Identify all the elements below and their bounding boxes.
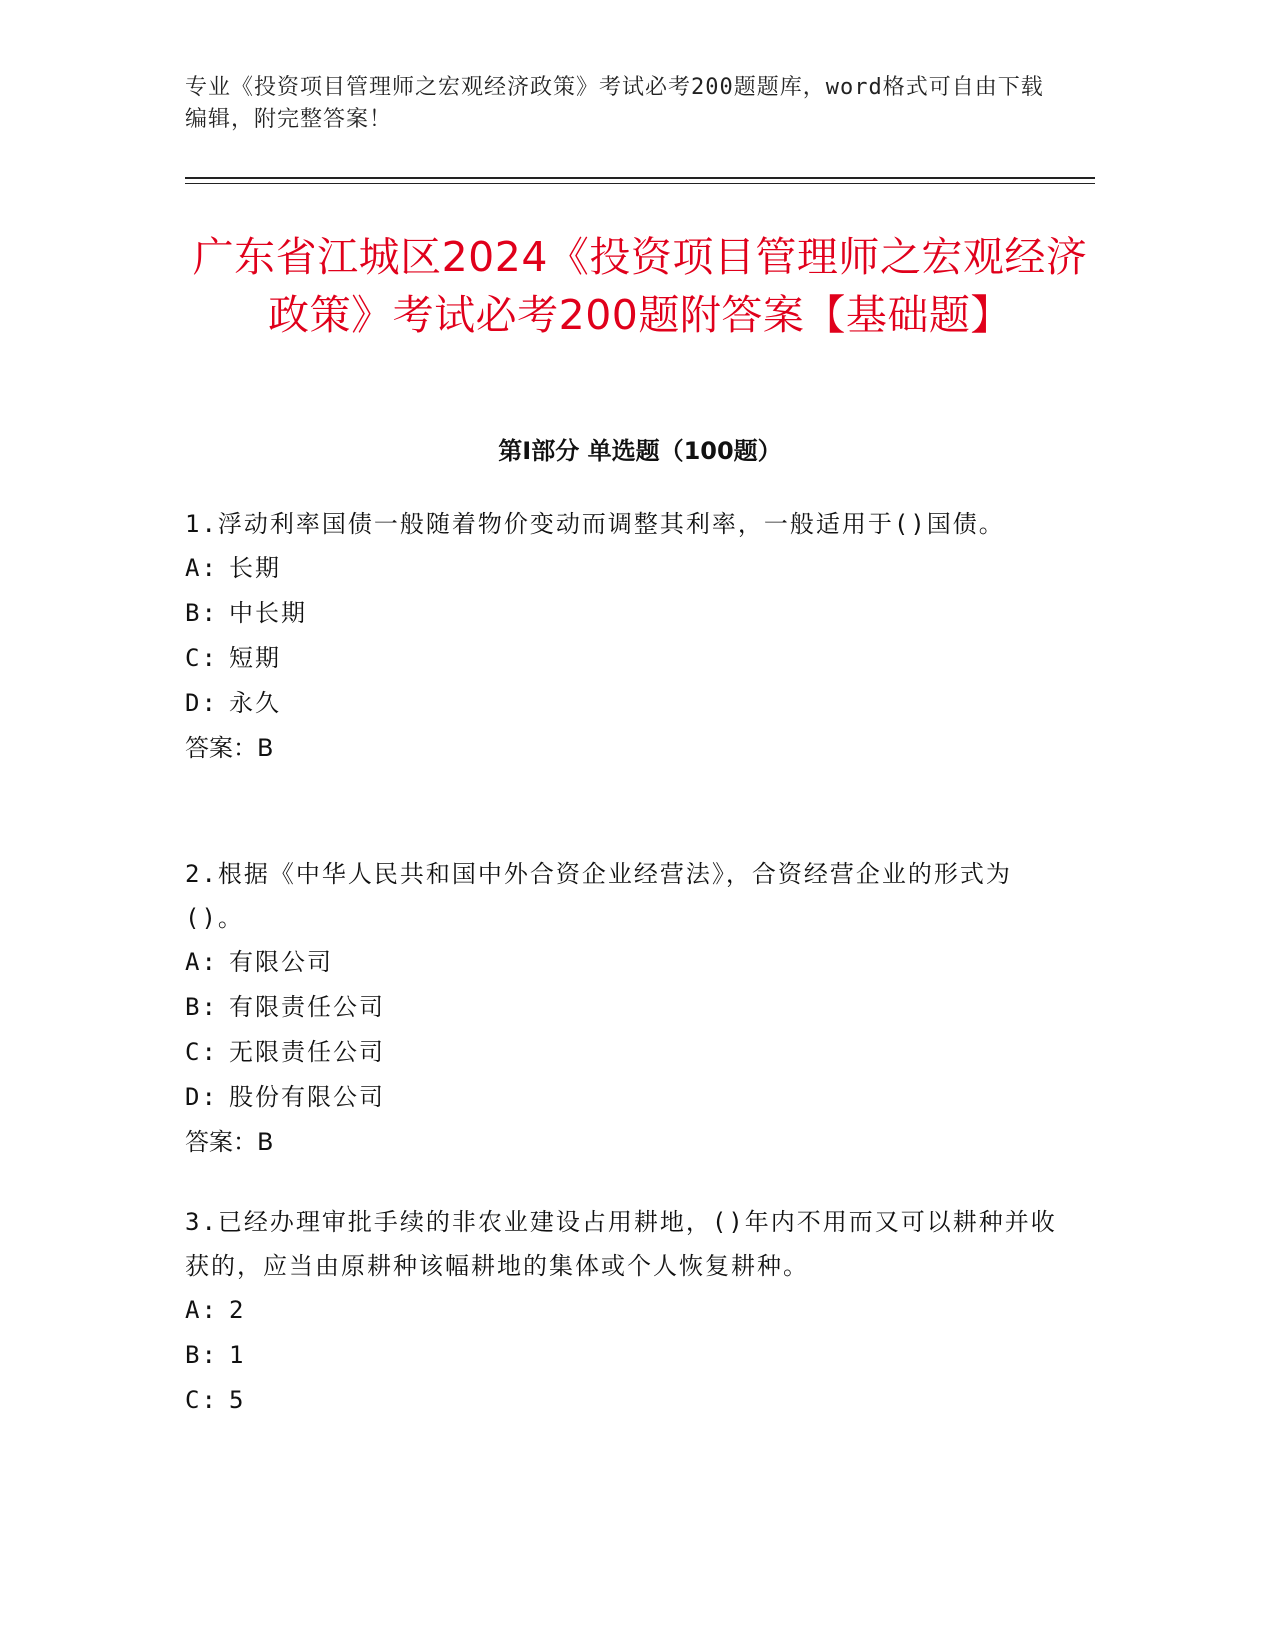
option-text: 中长期: [229, 599, 307, 627]
option-b: [185, 985, 1065, 1030]
option-key: D:: [185, 1083, 218, 1111]
question-stem: 3.已经办理审批手续的非农业建设占用耕地，()年内不用而又可以耕种并收获的，应当由原耕种该幅耕地的集体或个人恢复耕种。: [185, 1208, 1057, 1280]
option-text: 5: [229, 1386, 246, 1414]
option-a: [185, 940, 1065, 985]
option-text: 短期: [229, 644, 281, 672]
header-divider-thin: [185, 183, 1095, 184]
option-key: C:: [185, 644, 218, 672]
option-a: [185, 1288, 1065, 1333]
option-text: 无限责任公司: [229, 1038, 385, 1066]
option-c: [185, 636, 1065, 681]
question-stem: 2.根据《中华人民共和国中外合资企业经营法》，合资经营企业的形式为()。: [185, 860, 1012, 932]
option-text: 有限公司: [229, 948, 333, 976]
option-c: [185, 1030, 1065, 1075]
option-d: [185, 1075, 1065, 1120]
option-key: A:: [185, 554, 218, 582]
option-text: 1: [229, 1341, 246, 1369]
answer-line: 答案：B: [185, 1128, 274, 1156]
option-key: B:: [185, 599, 218, 627]
option-b: [185, 1333, 1065, 1378]
question-2: [185, 852, 1065, 1164]
option-text: 有限责任公司: [229, 993, 385, 1021]
option-text: 股份有限公司: [229, 1083, 385, 1111]
option-text: 2: [229, 1296, 246, 1324]
option-key: B:: [185, 993, 218, 1021]
question-1: [185, 502, 1065, 770]
option-key: A:: [185, 948, 218, 976]
option-text: 永久: [229, 689, 281, 717]
option-key: B:: [185, 1341, 218, 1369]
header-divider-thick: [185, 177, 1095, 179]
option-key: D:: [185, 689, 218, 717]
answer-line: 答案：B: [185, 734, 274, 762]
document-title: 广东省江城区2024《投资项目管理师之宏观经济政策》考试必考200题附答案【基础题】: [192, 233, 1088, 339]
option-text: 长期: [229, 554, 281, 582]
option-d: [185, 681, 1065, 726]
option-key: C:: [185, 1038, 218, 1066]
option-b: [185, 591, 1065, 636]
option-a: [185, 546, 1065, 591]
section-heading: 第Ⅰ部分 单选题（100题）: [498, 437, 782, 465]
question-3: [185, 1200, 1065, 1423]
question-stem: 1.浮动利率国债一般随着物价变动而调整其利率，一般适用于()国债。: [185, 510, 1005, 538]
header-note: 专业《投资项目管理师之宏观经济政策》考试必考200题题库，word格式可自由下载编辑，附完整答案！: [185, 75, 1044, 132]
option-key: A:: [185, 1296, 218, 1324]
option-key: C:: [185, 1386, 218, 1414]
option-c: [185, 1378, 1065, 1423]
